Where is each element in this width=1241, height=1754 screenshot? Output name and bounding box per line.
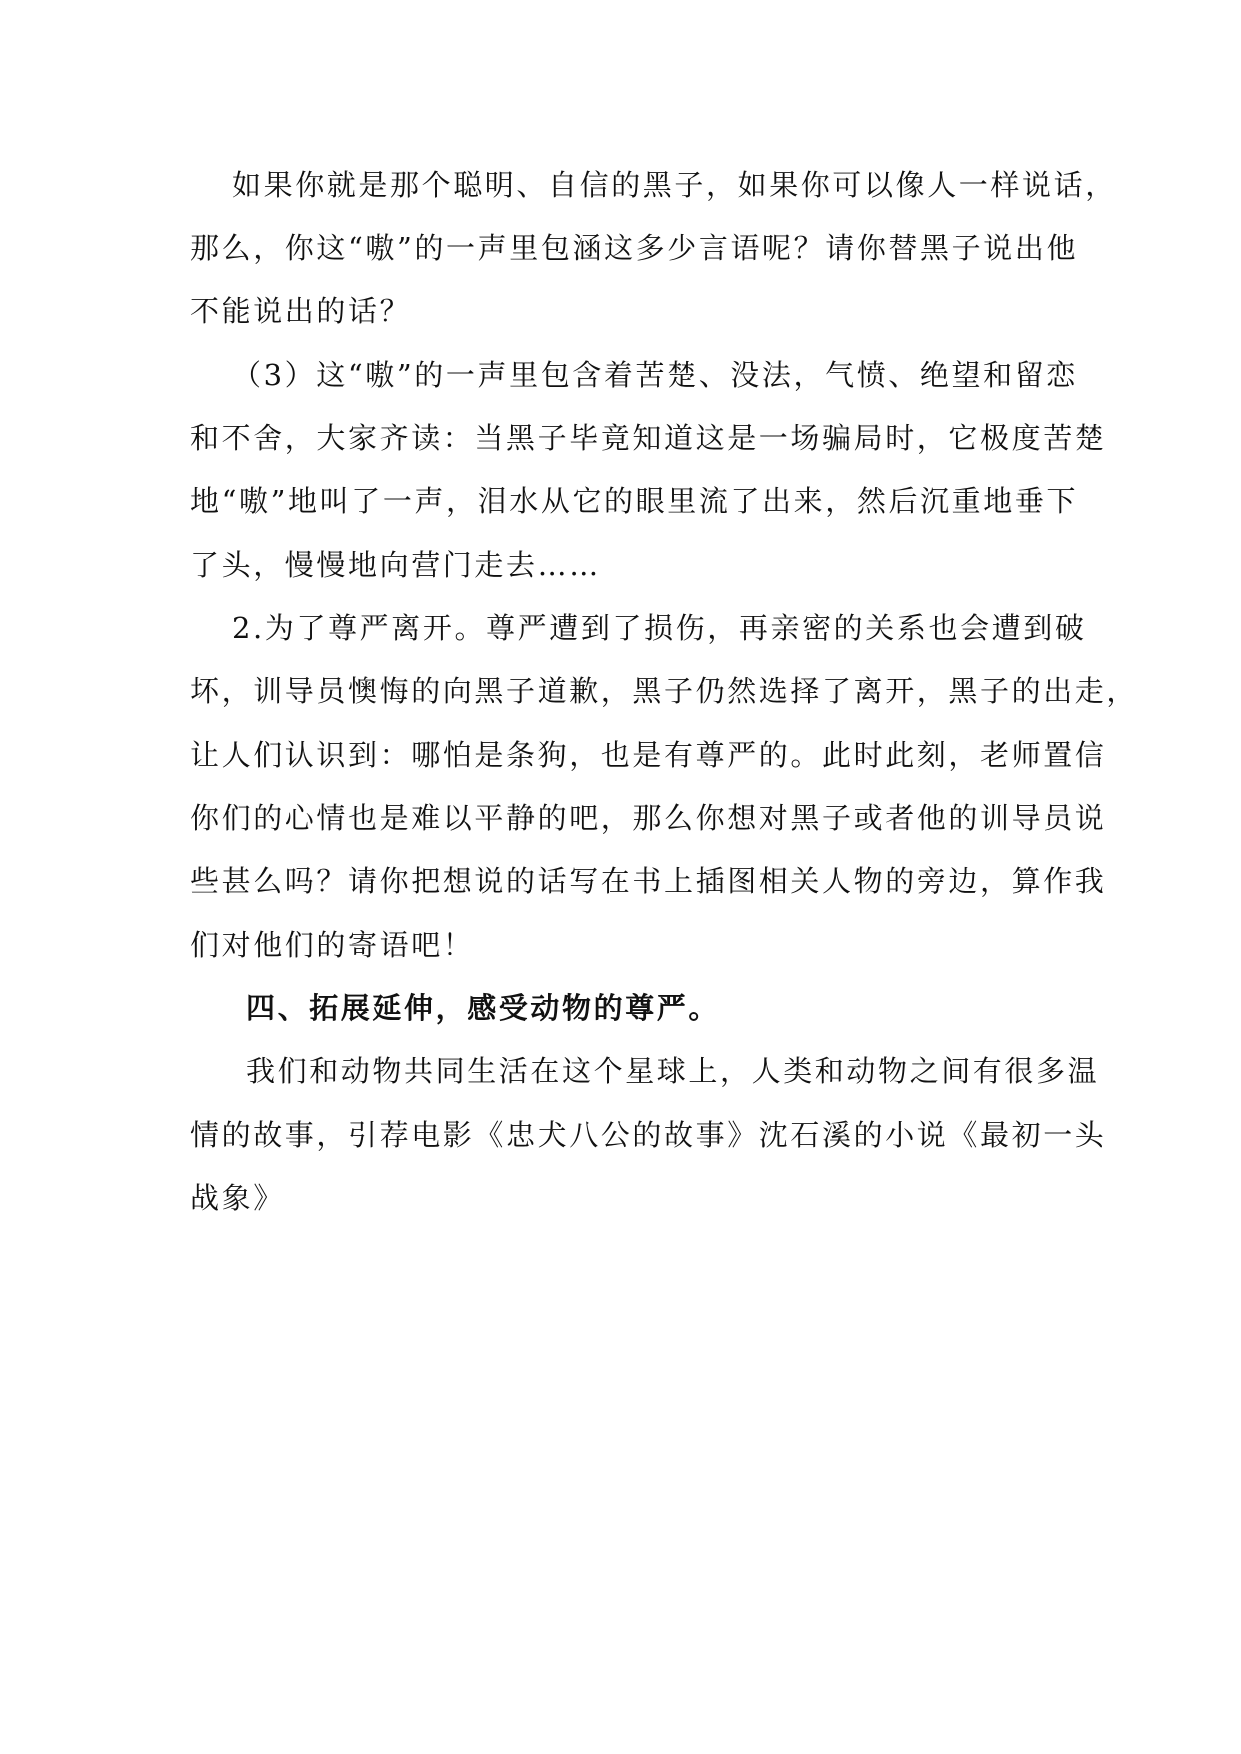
paragraph-line: 让人们认识到：哪怕是条狗，也是有尊严的。此时此刻，老师置信: [190, 738, 1107, 772]
paragraph-line: 了头，慢慢地向营门走去……: [190, 548, 601, 582]
paragraph-line: 2.为了尊严离开。尊严遭到了损伤，再亲密的关系也会遭到破: [232, 611, 1087, 645]
paragraph-line: 和不舍，大家齐读：当黑子毕竟知道这是一场骗局时，它极度苦楚: [190, 421, 1107, 455]
paragraph-line: 不能说出的话？: [190, 294, 412, 328]
paragraph-line: 们对他们的寄语吧！: [190, 928, 475, 962]
paragraph-line: 你们的心情也是难以平静的吧，那么你想对黑子或者他的训导员说: [190, 801, 1107, 835]
paragraph-line: 情的故事，引荐电影《忠犬八公的故事》沈石溪的小说《最初一头: [190, 1118, 1107, 1152]
paragraph-line: 地“嗷”地叫了一声，泪水从它的眼里流了出来，然后沉重地垂下: [190, 484, 1079, 518]
paragraph-line: 我们和动物共同生活在这个星球上，人类和动物之间有很多温: [246, 1054, 1100, 1088]
paragraph-line: 些甚么吗？请你把想说的话写在书上插图相关人物的旁边，算作我: [190, 864, 1107, 898]
paragraph-line: （3）这“嗷”的一声里包含着苦楚、没法，气愤、绝望和留恋: [232, 358, 1078, 392]
paragraph-line: 那么，你这“嗷”的一声里包涵这多少言语呢？请你替黑子说出他: [190, 231, 1079, 265]
paragraph-line: 坏，训导员懊悔的向黑子道歉，黑子仍然选择了离开，黑子的出走，: [190, 674, 1139, 708]
paragraph-line: 如果你就是那个聪明、自信的黑子，如果你可以像人一样说话，: [232, 168, 1117, 202]
section-heading: 四、拓展延伸，感受动物的尊严。: [246, 991, 721, 1025]
paragraph-line: 战象》: [190, 1181, 285, 1215]
